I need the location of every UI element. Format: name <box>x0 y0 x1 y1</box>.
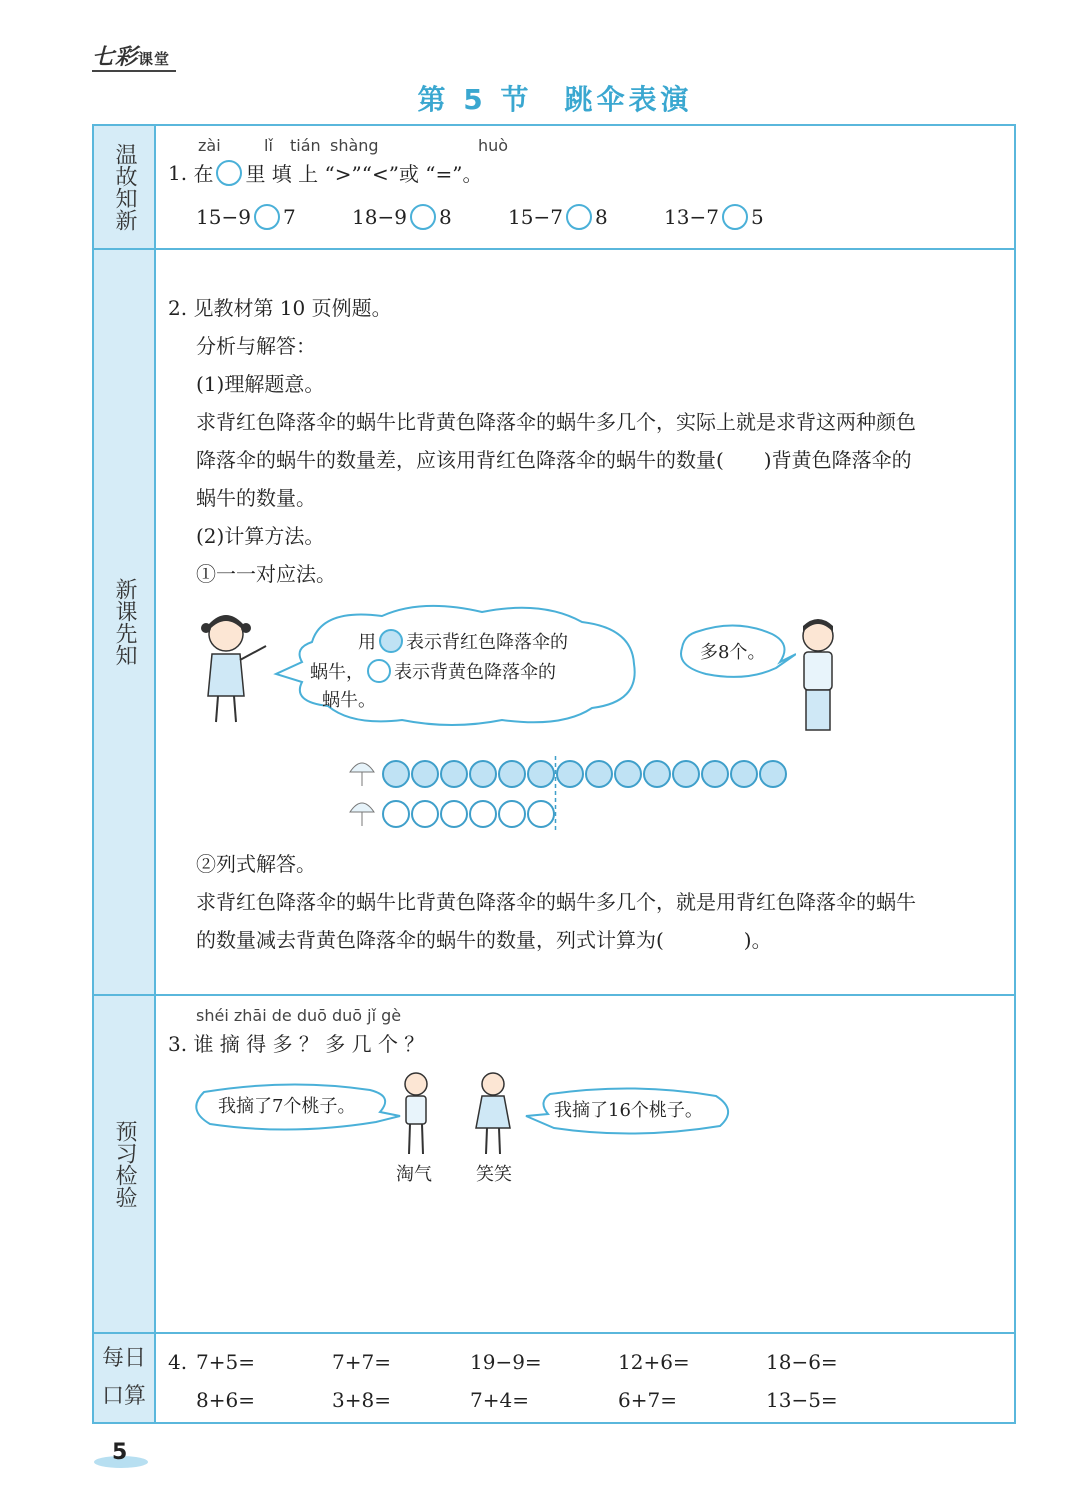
yellow-parachute-circle-icon <box>367 659 391 683</box>
bubble-text-right: 我摘了16个桃子。 <box>554 1100 703 1121</box>
pinyin: zài <box>198 136 221 155</box>
worksheet-frame <box>92 124 1016 1424</box>
compare-item: 18−9 8 <box>352 205 452 229</box>
calc-item: 7+7= <box>332 1350 391 1374</box>
pinyin: lǐ <box>264 136 273 155</box>
boy-figure-icon <box>788 616 848 740</box>
name-taoqi: 淘气 <box>396 1164 432 1185</box>
red-snail-dot <box>441 761 467 787</box>
red-snail-dot <box>470 761 496 787</box>
answer-circle[interactable] <box>722 204 748 230</box>
question-3-title: 3. 谁 摘 得 多 ？ 多 几 个 ？ <box>168 1032 425 1056</box>
taoqi-figure-icon <box>396 1070 436 1156</box>
question-4-number: 4. <box>168 1350 188 1374</box>
bubble-text: 蜗牛， 表示背黄色降落伞的 <box>310 658 556 684</box>
row-divider <box>94 1332 1014 1334</box>
boy-bubble-text: 多8个。 <box>700 642 766 663</box>
calc-item: 18−6= <box>766 1350 838 1374</box>
circle-icon <box>216 160 242 186</box>
calc-item: 12+6= <box>618 1350 690 1374</box>
answer-circle[interactable] <box>566 204 592 230</box>
red-snail-dot <box>383 761 409 787</box>
text-line: 降落伞的蜗牛的数量差，应该用背红色降落伞的蜗牛的数量( )背黄色降落伞的 <box>196 448 912 472</box>
red-snail-dot <box>586 761 612 787</box>
yellow-snail-dot <box>528 801 554 827</box>
dot-comparison-diagram <box>344 752 804 832</box>
red-snail-dot <box>528 761 554 787</box>
question-2-title: 2. 见教材第 10 页例题。 <box>168 296 392 320</box>
calc-item: 6+7= <box>618 1388 677 1412</box>
compare-item: 15−7 8 <box>508 205 608 229</box>
bubble-text-left: 我摘了7个桃子。 <box>218 1096 356 1117</box>
calc-item: 7+4= <box>470 1388 529 1412</box>
pinyin: shàng <box>330 136 379 155</box>
text-line: 蜗牛的数量。 <box>196 486 316 510</box>
red-snail-dot <box>702 761 728 787</box>
red-snail-dot <box>644 761 670 787</box>
yellow-parachute-icon <box>350 803 374 826</box>
side-label-preview: 预习检验 <box>94 996 156 1332</box>
calc-item: 3+8= <box>332 1388 391 1412</box>
yellow-snail-dot <box>470 801 496 827</box>
page-number: 5 <box>112 1440 128 1465</box>
text-line: ②列式解答。 <box>196 852 316 876</box>
brand-underline <box>92 70 176 72</box>
xiaoxiao-figure-icon <box>470 1070 516 1156</box>
text-line: 分析与解答： <box>196 334 316 358</box>
section-title: 第 5 节 跳伞表演 <box>417 83 693 116</box>
text-line: (1)理解题意。 <box>196 372 325 396</box>
red-snail-dot <box>557 761 583 787</box>
red-parachute-icon <box>350 763 374 786</box>
yellow-snail-dot <box>441 801 467 827</box>
answer-circle[interactable] <box>254 204 280 230</box>
side-label-new-lesson: 新课先知 <box>94 250 156 994</box>
bubble-text: 蜗牛。 <box>322 690 376 711</box>
red-snail-dot <box>412 761 438 787</box>
yellow-snail-dot <box>412 801 438 827</box>
calc-item: 7+5= <box>196 1350 255 1374</box>
pinyin: huò <box>478 136 509 155</box>
row-divider <box>94 248 1014 250</box>
yellow-snail-dot <box>383 801 409 827</box>
yellow-snail-dot <box>499 801 525 827</box>
text-line: 求背红色降落伞的蜗牛比背黄色降落伞的蜗牛多几个，就是用背红色降落伞的蜗牛 <box>196 890 916 914</box>
text-line: 的数量减去背黄色降落伞的蜗牛的数量，列式计算为( )。 <box>196 928 772 952</box>
side-label-review: 温故知新 <box>94 126 156 248</box>
answer-circle[interactable] <box>410 204 436 230</box>
text-line: 求背红色降落伞的蜗牛比背黄色降落伞的蜗牛多几个，实际上就是求背这两种颜色 <box>196 410 916 434</box>
bubble-text: 用 表示背红色降落伞的 <box>358 628 568 654</box>
red-snail-dot <box>673 761 699 787</box>
text-line: (2)计算方法。 <box>196 524 325 548</box>
text-line: ①一一对应法。 <box>196 562 336 586</box>
compare-item: 15−9 7 <box>196 205 296 229</box>
red-parachute-circle-icon <box>379 629 403 653</box>
calc-item: 13−5= <box>766 1388 838 1412</box>
pinyin: tián <box>290 136 321 155</box>
brand-logo: 七彩课堂 <box>92 45 171 70</box>
red-snail-dot <box>760 761 786 787</box>
row-divider <box>94 994 1014 996</box>
calc-item: 8+6= <box>196 1388 255 1412</box>
name-xiaoxiao: 笑笑 <box>476 1164 512 1185</box>
red-snail-dot <box>731 761 757 787</box>
girl-figure-icon <box>192 612 276 732</box>
question-1-text: 1. 在 里 填 上 “>”“<”或 “=”。 <box>168 160 483 186</box>
pinyin: shéi zhāi de duō duō jǐ gè <box>196 1006 402 1025</box>
red-snail-dot <box>615 761 641 787</box>
red-snail-dot <box>499 761 525 787</box>
calc-item: 19−9= <box>470 1350 542 1374</box>
compare-item: 13−7 5 <box>664 205 764 229</box>
side-label-daily: 每日 口算 <box>94 1334 156 1422</box>
